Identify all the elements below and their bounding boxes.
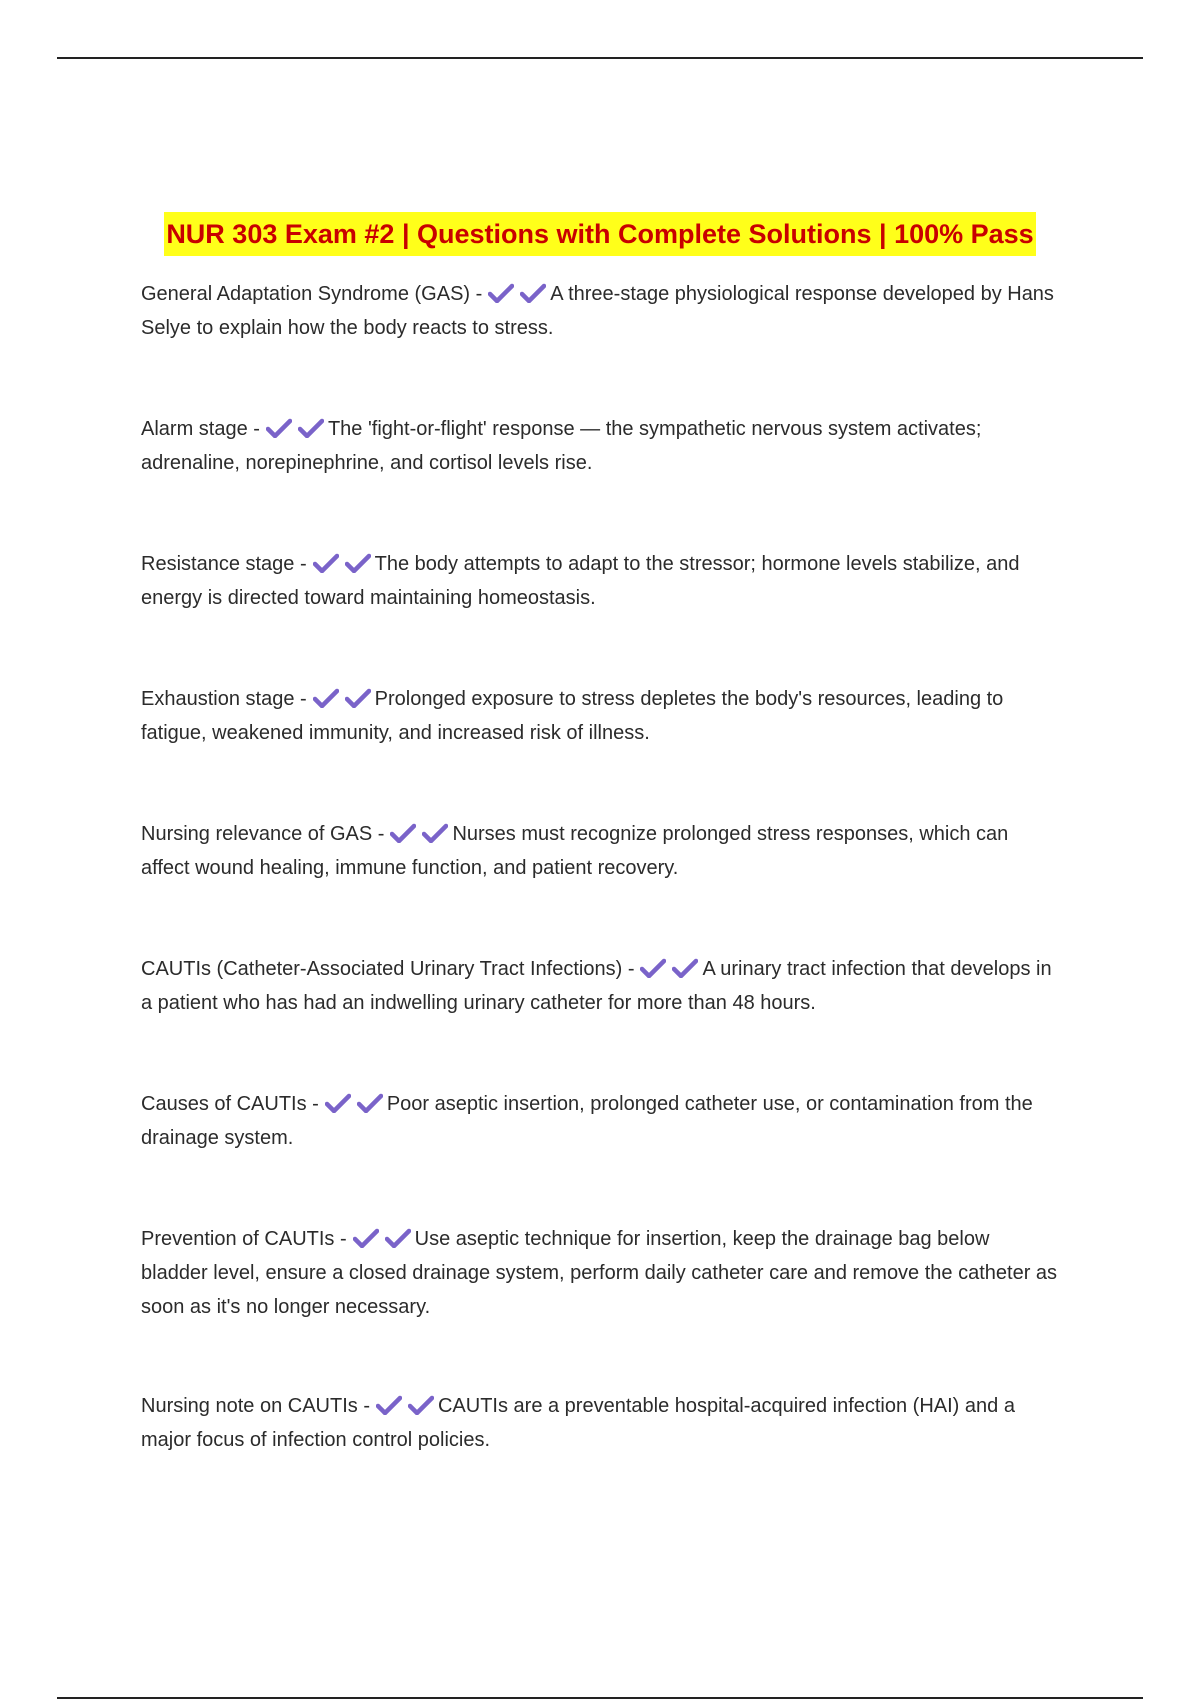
document-title: NUR 303 Exam #2 | Questions with Complete Solutions | 100% Pass — [164, 212, 1035, 256]
term: General Adaptation Syndrome (GAS) - — [141, 283, 483, 305]
check-icon — [385, 1228, 411, 1248]
term: Nursing relevance of GAS - — [141, 823, 385, 845]
term: Alarm stage - — [141, 418, 260, 440]
check-icon — [390, 823, 416, 843]
title-container — [0, 212, 1200, 256]
check-icon — [422, 823, 448, 843]
answer: CAUTIs are a preventable hospital-acquired infection (HAI) and a major focus of infection control policies. — [141, 1395, 1015, 1451]
qa-entry — [141, 817, 1061, 885]
answer: Use aseptic technique for insertion, keep the drainage bag below bladder level, ensure a closed drainage system, perform daily catheter care and remove the catheter as soon as it's no longer necessary. — [141, 1228, 1058, 1318]
check-icon — [325, 1093, 351, 1113]
check-icon — [345, 553, 371, 573]
check-icon — [357, 1093, 383, 1113]
check-icon — [298, 418, 324, 438]
qa-entry — [141, 1389, 1061, 1457]
check-icon — [640, 958, 666, 978]
qa-entry — [141, 277, 1061, 345]
qa-entry — [141, 682, 1061, 750]
check-icon — [520, 283, 546, 303]
check-icon — [345, 688, 371, 708]
qa-entry — [141, 412, 1061, 480]
term: CAUTIs (Catheter-Associated Urinary Tract Infections) - — [141, 958, 635, 980]
term: Exhaustion stage - — [141, 688, 307, 710]
answer: A three-stage physiological response developed by Hans Selye to explain how the body reacts to stress. — [141, 283, 1054, 339]
top-rule — [57, 57, 1143, 59]
answer: Poor aseptic insertion, prolonged catheter use, or contamination from the drainage system. — [141, 1093, 1033, 1149]
check-icon — [488, 283, 514, 303]
term: Resistance stage - — [141, 553, 307, 575]
check-icon — [353, 1228, 379, 1248]
answer: The body attempts to adapt to the stressor; hormone levels stabilize, and energy is directed toward maintaining homeostasis. — [141, 553, 1020, 609]
term: Causes of CAUTIs - — [141, 1093, 319, 1115]
answer: Nurses must recognize prolonged stress responses, which can affect wound healing, immune function, and patient recovery. — [141, 823, 1009, 879]
check-icon — [408, 1395, 434, 1415]
check-icon — [672, 958, 698, 978]
check-icon — [266, 418, 292, 438]
answer: Prolonged exposure to stress depletes the body's resources, leading to fatigue, weakened immunity, and increased risk of illness. — [141, 688, 1004, 744]
bottom-rule — [57, 1697, 1143, 1699]
answer: The 'fight-or-flight' response — the sympathetic nervous system activates; adrenaline, norepinephrine, and cortisol levels rise. — [141, 418, 982, 474]
qa-entry — [141, 547, 1061, 615]
qa-entry — [141, 1222, 1061, 1324]
qa-list — [141, 277, 1061, 1457]
term: Nursing note on CAUTIs - — [141, 1395, 370, 1417]
term: Prevention of CAUTIs - — [141, 1228, 347, 1250]
check-icon — [376, 1395, 402, 1415]
qa-entry — [141, 952, 1061, 1020]
check-icon — [313, 553, 339, 573]
qa-entry — [141, 1087, 1061, 1155]
answer: A urinary tract infection that develops in a patient who has had an indwelling urinary catheter for more than 48 hours. — [141, 958, 1052, 1014]
check-icon — [313, 688, 339, 708]
